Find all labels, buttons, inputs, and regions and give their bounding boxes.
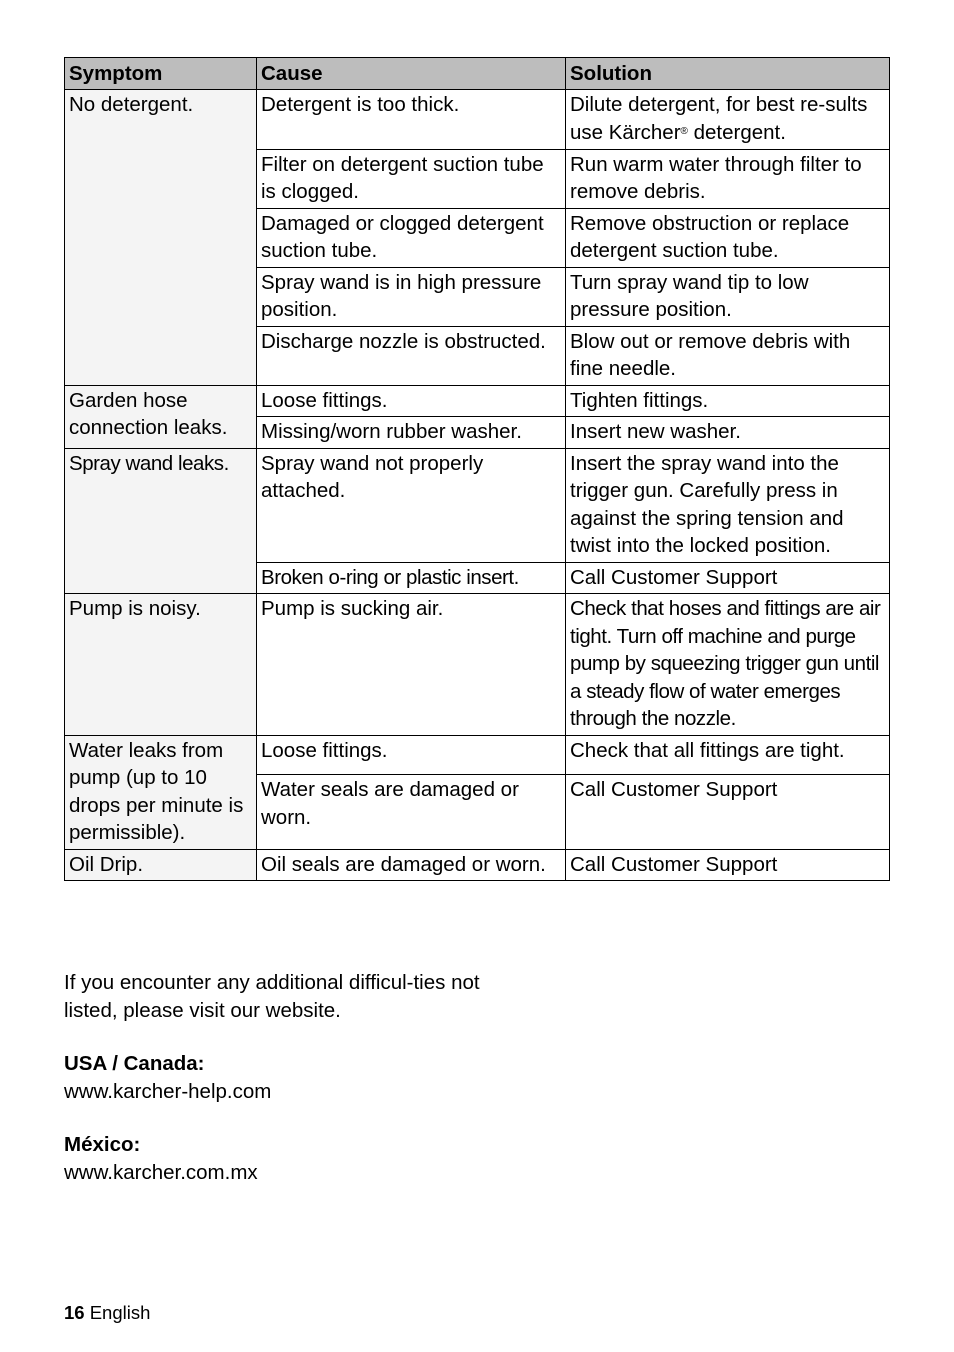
table-row bbox=[65, 594, 890, 736]
mexico-contact bbox=[64, 1131, 258, 1186]
usa-canada-url: www.karcher-help.com bbox=[64, 1079, 272, 1103]
symptom-cell: No detergent. bbox=[65, 89, 257, 385]
header-cause: Cause bbox=[257, 58, 566, 90]
cause-cell: Water seals are damaged or worn. bbox=[257, 775, 566, 849]
symptom-cell: Garden hose connection leaks. bbox=[65, 385, 257, 448]
solution-text: Dilute detergent, for best re-sults use Kärcher bbox=[570, 92, 868, 144]
mexico-label: México: bbox=[64, 1133, 141, 1156]
symptom-cell: Water leaks from pump (up to 10 drops per minute is permissible). bbox=[65, 735, 257, 849]
header-solution: Solution bbox=[566, 58, 890, 90]
table-row bbox=[65, 448, 890, 562]
solution-cell: Run warm water through filter to remove debris. bbox=[566, 149, 890, 208]
cause-cell: Filter on detergent suction tube is clogged. bbox=[257, 149, 566, 208]
symptom-cell: Oil Drip. bbox=[65, 849, 257, 881]
solution-cell: Blow out or remove debris with fine needle. bbox=[566, 326, 890, 385]
table-row bbox=[65, 735, 890, 775]
page-number: 16 bbox=[64, 1302, 85, 1323]
troubleshooting-table bbox=[64, 57, 890, 881]
solution-cell: Call Customer Support bbox=[566, 562, 890, 594]
additional-help-note: If you encounter any additional difficul-ties not listed, please visit our website. bbox=[64, 971, 480, 1022]
solution-cell: Call Customer Support bbox=[566, 849, 890, 881]
solution-cell: Check that hoses and fittings are air tight. Turn off machine and purge pump by squeezing trigger gun until a steady flow of water emerges through the nozzle. bbox=[566, 594, 890, 736]
page-language: English bbox=[89, 1302, 151, 1323]
table-row bbox=[65, 849, 890, 881]
solution-cell: Tighten fittings. bbox=[566, 385, 890, 417]
solution-cell: Insert new washer. bbox=[566, 417, 890, 449]
symptom-cell: Pump is noisy. bbox=[65, 594, 257, 736]
solution-text: detergent. bbox=[687, 121, 786, 144]
cause-cell: Damaged or clogged detergent suction tube. bbox=[257, 208, 566, 267]
table-row bbox=[65, 89, 890, 149]
cause-cell: Pump is sucking air. bbox=[257, 594, 566, 736]
header-symptom: Symptom bbox=[65, 58, 257, 90]
solution-cell: Call Customer Support bbox=[566, 775, 890, 849]
solution-cell: Insert the spray wand into the trigger gun. Carefully press in against the spring tension and twist into the locked position. bbox=[566, 448, 890, 562]
page-footer bbox=[64, 1302, 150, 1324]
symptom-cell: Spray wand leaks. bbox=[65, 448, 257, 594]
cause-cell: Loose fittings. bbox=[257, 735, 566, 775]
cause-cell: Spray wand not properly attached. bbox=[257, 448, 566, 562]
cause-cell: Loose fittings. bbox=[257, 385, 566, 417]
table-row bbox=[65, 385, 890, 417]
table-header-row bbox=[65, 58, 890, 90]
cause-cell: Detergent is too thick. bbox=[257, 89, 566, 149]
cause-cell: Spray wand is in high pressure position. bbox=[257, 267, 566, 326]
solution-cell: Remove obstruction or replace detergent suction tube. bbox=[566, 208, 890, 267]
cause-cell: Oil seals are damaged or worn. bbox=[257, 849, 566, 881]
registered-mark: ® bbox=[680, 126, 688, 137]
cause-cell: Broken o-ring or plastic insert. bbox=[257, 562, 566, 594]
usa-canada-label: USA / Canada: bbox=[64, 1052, 205, 1075]
solution-cell: Check that all fittings are tight. bbox=[566, 735, 890, 775]
solution-cell: Turn spray wand tip to low pressure position. bbox=[566, 267, 890, 326]
cause-cell: Discharge nozzle is obstructed. bbox=[257, 326, 566, 385]
mexico-url: www.karcher.com.mx bbox=[64, 1160, 258, 1184]
usa-canada-contact bbox=[64, 1050, 271, 1105]
solution-cell bbox=[566, 89, 890, 149]
cause-cell: Missing/worn rubber washer. bbox=[257, 417, 566, 449]
